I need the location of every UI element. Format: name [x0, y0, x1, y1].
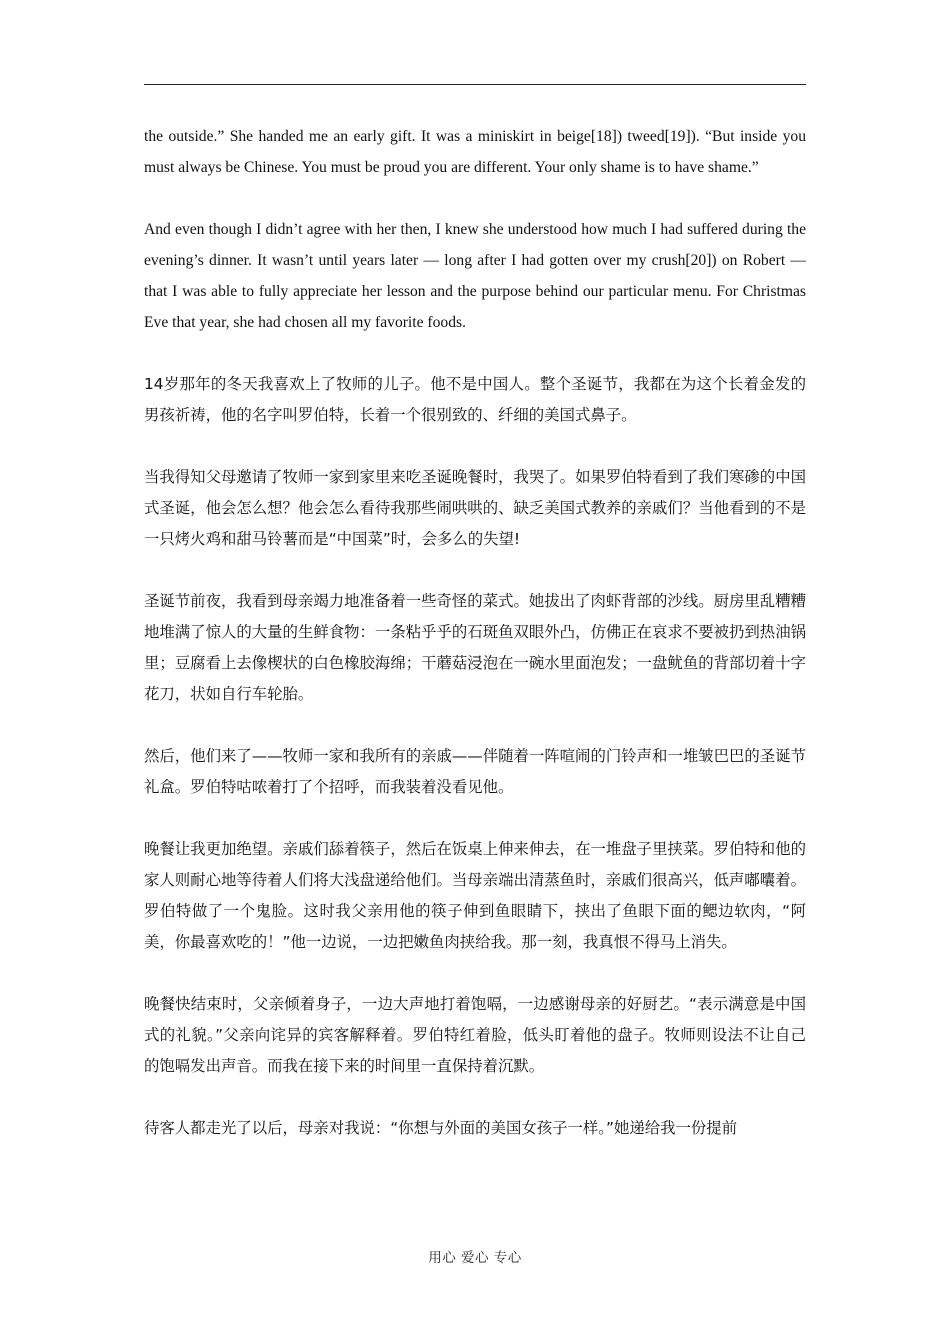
paragraph-gap: [144, 710, 806, 741]
page-footer: 用心 爱心 专心: [428, 1250, 522, 1266]
paragraph-english-1: the outside.” She handed me an early gift. It was a miniskirt in beige[18]) tweed[19]). “But inside you must always be Chinese. You must be proud you are different. Your only shame is to have shame.”: [144, 128, 806, 176]
paragraph-gap: [144, 1082, 806, 1113]
paragraph-gap: [144, 183, 806, 214]
paragraph-gap: [144, 431, 806, 462]
paragraph-chinese-1: 14岁那年的冬天我喜欢上了牧师的儿子。他不是中国人。整个圣诞节，我都在为这个长着金发的男孩祈祷，他的名字叫罗伯特，长着一个很别致的、纤细的美国式鼻子。: [144, 375, 806, 424]
paragraph-chinese-3: 圣诞节前夜，我看到母亲竭力地准备着一些奇怪的菜式。她拔出了肉虾背部的沙线。厨房里乱糟糟地堆满了惊人的大量的生鲜食物：一条粘乎乎的石斑鱼双眼外凸，仿佛正在哀求不要被扔到热油锅里；豆腐看上去像楔状的白色橡胶海绵；干蘑菇浸泡在一碗水里面泡发；一盘鱿鱼的背部切着十字花刀，状如自行车轮胎。: [144, 592, 806, 703]
header-rule: [144, 84, 806, 85]
paragraph-gap: [144, 803, 806, 834]
paragraph-english-2: And even though I didn’t agree with her then, I knew she understood how much I had suffered during the evening’s dinner. It wasn’t until years later — long after I had gotten over my crush[20]) on Robert — that I was able to fully appreciate her lesson and the purpose behind our particular menu. For Christmas Eve that year, she had chosen all my favorite foods.: [144, 221, 806, 331]
paragraph-gap: [144, 958, 806, 989]
paragraph-chinese-4: 然后，他们来了——牧师一家和我所有的亲戚——伴随着一阵喧闹的门铃声和一堆皱巴巴的圣诞节礼盒。罗伯特咕哝着打了个招呼，而我装着没看见他。: [144, 747, 806, 796]
paragraph-chinese-7: 待客人都走光了以后，母亲对我说：“你想与外面的美国女孩子一样。”她递给我一份提前: [144, 1119, 738, 1137]
paragraph-gap: [144, 555, 806, 586]
paragraph-gap: [144, 338, 806, 369]
paragraph-chinese-2: 当我得知父母邀请了牧师一家到家里来吃圣诞晚餐时，我哭了。如果罗伯特看到了我们寒碜的中国式圣诞，他会怎么想？他会怎么看待我那些闹哄哄的、缺乏美国式教养的亲戚们？当他看到的不是一只烤火鸡和甜马铃薯而是“中国菜”时，会多么的失望!: [144, 468, 806, 548]
paragraph-chinese-5: 晚餐让我更加绝望。亲戚们舔着筷子，然后在饭桌上伸来伸去，在一堆盘子里挟菜。罗伯特和他的家人则耐心地等待着人们将大浅盘递给他们。当母亲端出清蒸鱼时，亲戚们很高兴，低声嘟囔着。罗伯特做了一个鬼脸。这时我父亲用他的筷子伸到鱼眼睛下，挟出了鱼眼下面的鳃边软肉，“阿美，你最喜欢吃的！”他一边说，一边把嫩鱼肉挟给我。那一刻，我真恨不得马上消失。: [144, 840, 806, 951]
document-body: [144, 121, 806, 1144]
paragraph-chinese-6: 晚餐快结束时，父亲倾着身子，一边大声地打着饱嗝，一边感谢母亲的好厨艺。“表示满意是中国式的礼貌。”父亲向诧异的宾客解释着。罗伯特红着脸，低头盯着他的盘子。牧师则设法不让自己的饱嗝发出声音。而我在接下来的时间里一直保持着沉默。: [144, 995, 806, 1075]
